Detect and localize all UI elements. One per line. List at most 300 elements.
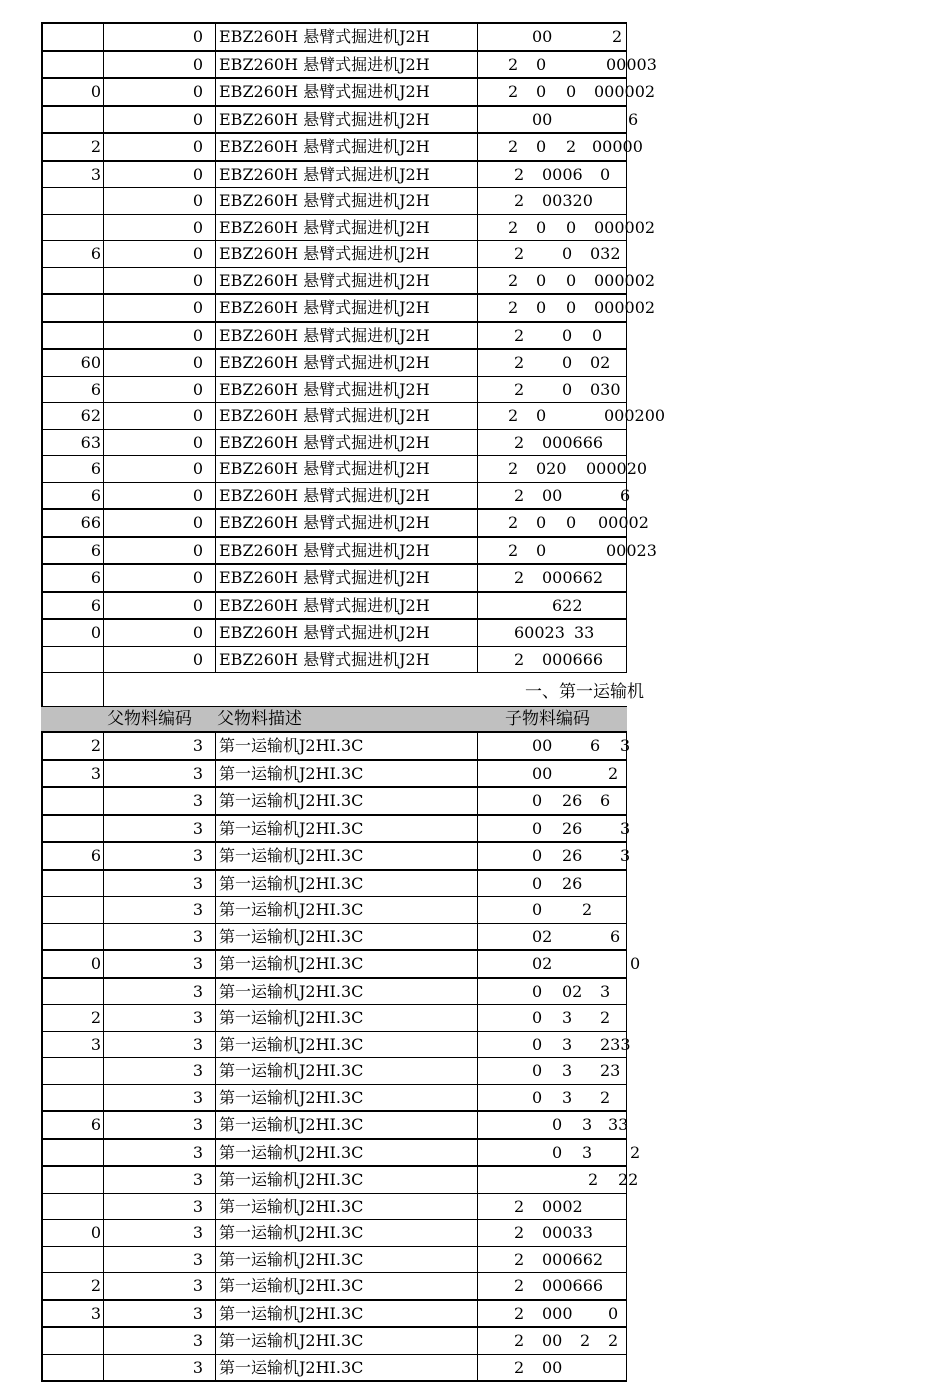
cell-description: 第一运输机J2HⅠ.3C (215, 871, 477, 897)
cell-level: 3 (103, 951, 215, 977)
table-row (41, 591, 627, 619)
code-fragment: 3 (620, 843, 630, 868)
cell-description: 第一运输机J2HⅠ.3C (215, 1301, 477, 1327)
table-row (41, 293, 627, 321)
code-fragment: 2 (588, 1167, 598, 1192)
cell-child-code (477, 403, 627, 429)
code-fragment: 2 (508, 79, 518, 104)
code-fragment: 622 (552, 593, 583, 618)
cell-level: 0 (103, 403, 215, 429)
cell-child-code (477, 897, 627, 923)
cell-seq: 3 (41, 1032, 103, 1058)
cell-child-code (477, 1140, 627, 1166)
cell-seq (41, 1058, 103, 1084)
code-fragment: 0 (566, 268, 576, 293)
code-fragment: 2 (514, 1328, 524, 1353)
cell-level: 3 (103, 1112, 215, 1138)
code-fragment: 0 (536, 268, 546, 293)
code-fragment: 0 (532, 1005, 542, 1030)
code-fragment: 3 (562, 1032, 572, 1057)
cell-level: 3 (103, 1085, 215, 1111)
code-fragment: 0 (552, 1112, 562, 1137)
cell-seq: 6 (41, 483, 103, 509)
cell-seq (41, 215, 103, 241)
code-fragment: 0 (536, 403, 546, 428)
code-fragment: 26 (562, 871, 582, 896)
cell-description: EBZ260H 悬臂式掘进机J2H (215, 430, 477, 456)
cell-description: EBZ260H 悬臂式掘进机J2H (215, 565, 477, 591)
header-child-code: 子物料编码 (505, 707, 590, 731)
cell-seq (41, 871, 103, 897)
cell-child-code (477, 733, 627, 759)
cell-seq (41, 788, 103, 814)
cell-seq: 3 (41, 761, 103, 787)
table-row (41, 160, 627, 188)
code-fragment: 2 (630, 1140, 640, 1165)
cell-description: EBZ260H 悬臂式掘进机J2H (215, 24, 477, 50)
cell-seq: 6 (41, 456, 103, 482)
table-row (41, 187, 627, 214)
cell-seq: 6 (41, 241, 103, 267)
code-fragment: 02 (590, 350, 610, 375)
code-fragment: 0 (532, 897, 542, 922)
table-row (41, 77, 627, 105)
cell-level: 0 (103, 52, 215, 78)
cell-level: 3 (103, 1032, 215, 1058)
code-fragment: 0 (532, 1032, 542, 1057)
cell-seq: 6 (41, 593, 103, 619)
cell-seq (41, 1194, 103, 1220)
cell-seq (41, 295, 103, 321)
cell-child-code (477, 510, 627, 536)
cell-level: 3 (103, 1355, 215, 1381)
cell-description: 第一运输机J2HⅠ.3C (215, 1085, 477, 1111)
code-fragment: 6 (628, 107, 638, 132)
code-fragment: 0 (532, 1058, 542, 1083)
table-row (41, 841, 627, 869)
cell-seq: 2 (41, 733, 103, 759)
cell-level: 3 (103, 897, 215, 923)
table-row (41, 402, 627, 429)
code-fragment: 032 (590, 241, 621, 266)
table-row (41, 1165, 627, 1193)
cell-level: 0 (103, 456, 215, 482)
code-fragment: 0 (566, 295, 576, 320)
code-fragment: 000200 (604, 403, 665, 428)
code-fragment: 2 (580, 1328, 590, 1353)
code-fragment: 0002 (542, 1194, 583, 1219)
cell-description: EBZ260H 悬臂式掘进机J2H (215, 456, 477, 482)
code-fragment: 000666 (542, 647, 603, 672)
cell-seq: 60 (41, 350, 103, 376)
code-fragment: 0 (562, 241, 572, 266)
cell-description: EBZ260H 悬臂式掘进机J2H (215, 323, 477, 349)
code-fragment: 0 (536, 52, 546, 77)
cell-seq (41, 1247, 103, 1273)
cell-description: EBZ260H 悬臂式掘进机J2H (215, 134, 477, 160)
cell-description: EBZ260H 悬臂式掘进机J2H (215, 188, 477, 214)
table-row (41, 949, 627, 977)
cell-seq: 2 (41, 1005, 103, 1031)
code-fragment: 22 (618, 1167, 638, 1192)
cell-description: EBZ260H 悬臂式掘进机J2H (215, 215, 477, 241)
code-fragment: 00 (532, 733, 552, 758)
cell-description: EBZ260H 悬臂式掘进机J2H (215, 241, 477, 267)
table-row (41, 1326, 627, 1354)
code-fragment: 02 (532, 951, 552, 976)
table-row (41, 1138, 627, 1166)
cell-child-code (477, 377, 627, 403)
code-fragment: 2 (514, 1301, 524, 1326)
code-fragment: 00002 (598, 510, 649, 535)
cell-child-code (477, 1355, 627, 1381)
table-row (41, 1246, 627, 1273)
cell-description: EBZ260H 悬臂式掘进机J2H (215, 483, 477, 509)
cell-child-code (477, 323, 627, 349)
cell-seq: 6 (41, 565, 103, 591)
cell-level: 3 (103, 843, 215, 869)
header-parent-code: 父物料编码 (107, 707, 192, 731)
code-fragment: 6 (600, 788, 610, 813)
cell-level: 0 (103, 483, 215, 509)
cell-child-code (477, 268, 627, 294)
cell-seq (41, 924, 103, 950)
cell-level: 0 (103, 188, 215, 214)
cell-seq (41, 1355, 103, 1381)
code-fragment: 2 (514, 1355, 524, 1380)
code-fragment: 2 (514, 647, 524, 672)
code-fragment: 3 (620, 816, 630, 841)
code-fragment: 00 (532, 24, 552, 49)
cell-level: 0 (103, 350, 215, 376)
cell-child-code (477, 647, 627, 673)
code-fragment: 000020 (586, 456, 647, 481)
machine-parts-table (41, 22, 627, 672)
cell-child-code (477, 1005, 627, 1031)
table-row (41, 759, 627, 787)
cell-child-code (477, 593, 627, 619)
code-fragment: 2 (566, 134, 576, 159)
code-fragment: 00033 (542, 1220, 593, 1245)
code-fragment: 00 (532, 761, 552, 786)
cell-description: 第一运输机J2HⅠ.3C (215, 897, 477, 923)
table-row (41, 132, 627, 160)
code-fragment: 0 (532, 979, 542, 1004)
cell-level: 3 (103, 733, 215, 759)
code-fragment: 00003 (606, 52, 657, 77)
code-fragment: 3 (562, 1085, 572, 1110)
table-row (41, 376, 627, 403)
cell-child-code (477, 1058, 627, 1084)
cell-seq: 0 (41, 1220, 103, 1246)
code-fragment: 0 (536, 79, 546, 104)
cell-description: EBZ260H 悬臂式掘进机J2H (215, 268, 477, 294)
cell-seq (41, 1085, 103, 1111)
table-row (41, 50, 627, 78)
code-fragment: 00000 (592, 134, 643, 159)
cell-description: 第一运输机J2HⅠ.3C (215, 1005, 477, 1031)
code-fragment: 26 (562, 843, 582, 868)
cell-description: EBZ260H 悬臂式掘进机J2H (215, 79, 477, 105)
cell-child-code (477, 430, 627, 456)
code-fragment: 0 (608, 1301, 618, 1326)
cell-child-code (477, 1273, 627, 1299)
code-fragment: 2 (508, 403, 518, 428)
code-fragment: 000002 (594, 79, 655, 104)
cell-level: 0 (103, 295, 215, 321)
cell-seq (41, 1167, 103, 1193)
cell-child-code (477, 843, 627, 869)
code-fragment: 2 (600, 1005, 610, 1030)
cell-seq (41, 816, 103, 842)
code-fragment: 3 (562, 1005, 572, 1030)
cell-child-code (477, 1247, 627, 1273)
cell-child-code (477, 134, 627, 160)
code-fragment: 0 (630, 951, 640, 976)
code-fragment: 26 (562, 788, 582, 813)
table-row (41, 646, 627, 673)
code-fragment: 000002 (594, 295, 655, 320)
code-fragment: 60023 (514, 620, 565, 645)
cell-seq (41, 979, 103, 1005)
cell-child-code (477, 52, 627, 78)
code-fragment: 2 (514, 430, 524, 455)
cell-seq: 6 (41, 377, 103, 403)
cell-level: 3 (103, 1273, 215, 1299)
cell-seq: 0 (41, 951, 103, 977)
cell-child-code (477, 1328, 627, 1354)
cell-level: 0 (103, 593, 215, 619)
table-row (41, 563, 627, 591)
table-row (41, 618, 627, 646)
code-fragment: 020 (536, 456, 567, 481)
cell-child-code (477, 162, 627, 188)
code-fragment: 0 (536, 295, 546, 320)
code-fragment: 0006 (542, 162, 583, 187)
cell-description: EBZ260H 悬臂式掘进机J2H (215, 403, 477, 429)
code-fragment: 0 (536, 134, 546, 159)
table-row (41, 1004, 627, 1031)
code-fragment: 33 (608, 1112, 628, 1137)
section-title: 一、第一运输机 (525, 677, 644, 702)
code-fragment: 3 (582, 1140, 592, 1165)
cell-description: EBZ260H 悬臂式掘进机J2H (215, 647, 477, 673)
cell-level: 0 (103, 24, 215, 50)
cell-description: EBZ260H 悬臂式掘进机J2H (215, 538, 477, 564)
code-fragment: 0 (532, 1085, 542, 1110)
cell-child-code (477, 188, 627, 214)
code-fragment: 000002 (594, 215, 655, 240)
cell-child-code (477, 1194, 627, 1220)
cell-child-code (477, 24, 627, 50)
code-fragment: 000002 (594, 268, 655, 293)
code-fragment: 3 (582, 1112, 592, 1137)
code-fragment: 000662 (542, 565, 603, 590)
cell-description: 第一运输机J2HⅠ.3C (215, 1273, 477, 1299)
cell-description: 第一运输机J2HⅠ.3C (215, 1167, 477, 1193)
cell-child-code (477, 1032, 627, 1058)
cell-seq (41, 1328, 103, 1354)
cell-seq: 6 (41, 843, 103, 869)
cell-description: 第一运输机J2HⅠ.3C (215, 816, 477, 842)
cell-description: EBZ260H 悬臂式掘进机J2H (215, 377, 477, 403)
code-fragment: 2 (514, 483, 524, 508)
spreadsheet (41, 22, 627, 1382)
code-fragment: 2 (514, 565, 524, 590)
cell-seq: 3 (41, 162, 103, 188)
code-fragment: 0 (592, 323, 602, 348)
section-row (41, 672, 627, 706)
cell-level: 0 (103, 565, 215, 591)
code-fragment: 000662 (542, 1247, 603, 1272)
code-fragment: 0 (532, 788, 542, 813)
code-fragment: 02 (532, 924, 552, 949)
cell-description: 第一运输机J2HⅠ.3C (215, 1194, 477, 1220)
cell-level: 0 (103, 215, 215, 241)
code-fragment: 2 (514, 1247, 524, 1272)
table-row (41, 482, 627, 509)
cell-seq: 63 (41, 430, 103, 456)
code-fragment: 000666 (542, 430, 603, 455)
cell-child-code (477, 1112, 627, 1138)
cell-description: 第一运输机J2HⅠ.3C (215, 761, 477, 787)
cell-child-code (477, 241, 627, 267)
cell-description: EBZ260H 悬臂式掘进机J2H (215, 593, 477, 619)
table-row (41, 731, 627, 759)
cell-seq: 0 (41, 79, 103, 105)
code-fragment: 030 (590, 377, 621, 402)
table-row (41, 1084, 627, 1111)
cell-level: 3 (103, 816, 215, 842)
cell-level: 0 (103, 323, 215, 349)
code-fragment: 6 (610, 924, 620, 949)
code-fragment: 0 (552, 1140, 562, 1165)
table-row (41, 1031, 627, 1058)
code-fragment: 2 (508, 538, 518, 563)
table-row (41, 455, 627, 482)
code-fragment: 33 (574, 620, 594, 645)
cell-level: 0 (103, 162, 215, 188)
cell-level: 3 (103, 761, 215, 787)
code-fragment: 00 (532, 107, 552, 132)
cell-child-code (477, 565, 627, 591)
cell-child-code (477, 538, 627, 564)
cell-level: 0 (103, 241, 215, 267)
table-row (41, 429, 627, 456)
code-fragment: 2 (508, 134, 518, 159)
cell-seq (41, 24, 103, 50)
code-fragment: 2 (508, 510, 518, 535)
table-header (41, 706, 627, 731)
cell-level: 3 (103, 1328, 215, 1354)
cell-child-code (477, 1220, 627, 1246)
cell-description: 第一运输机J2HⅠ.3C (215, 1328, 477, 1354)
code-fragment: 2 (514, 350, 524, 375)
code-fragment: 00320 (542, 188, 593, 213)
cell-seq (41, 188, 103, 214)
code-fragment: 26 (562, 816, 582, 841)
cell-level: 0 (103, 538, 215, 564)
table-row (41, 1057, 627, 1084)
cell-child-code (477, 79, 627, 105)
cell-level: 3 (103, 1167, 215, 1193)
code-fragment: 00023 (606, 538, 657, 563)
code-fragment: 0 (532, 871, 542, 896)
cell-description: 第一运输机J2HⅠ.3C (215, 1247, 477, 1273)
code-fragment: 2 (612, 24, 622, 49)
cell-child-code (477, 761, 627, 787)
cell-child-code (477, 788, 627, 814)
code-fragment: 3 (600, 979, 610, 1004)
code-fragment: 00 (542, 1355, 562, 1380)
cell-level: 0 (103, 134, 215, 160)
code-fragment: 000 (542, 1301, 573, 1326)
table-row (41, 214, 627, 241)
cell-child-code (477, 1085, 627, 1111)
code-fragment: 0 (562, 323, 572, 348)
code-fragment: 233 (600, 1032, 631, 1057)
table-row (41, 896, 627, 923)
cell-child-code (477, 295, 627, 321)
cell-description: 第一运输机J2HⅠ.3C (215, 788, 477, 814)
code-fragment: 2 (514, 1194, 524, 1219)
cell-child-code (477, 483, 627, 509)
cell-description: 第一运输机J2HⅠ.3C (215, 1032, 477, 1058)
cell-description: 第一运输机J2HⅠ.3C (215, 924, 477, 950)
cell-child-code (477, 456, 627, 482)
cell-seq (41, 323, 103, 349)
cell-level: 0 (103, 620, 215, 646)
code-fragment: 2 (508, 52, 518, 77)
code-fragment: 0 (536, 510, 546, 535)
code-fragment: 3 (620, 733, 630, 758)
cell-seq (41, 897, 103, 923)
cell-description: EBZ260H 悬臂式掘进机J2H (215, 107, 477, 133)
code-fragment: 02 (562, 979, 582, 1004)
table-row (41, 1219, 627, 1246)
cell-seq (41, 268, 103, 294)
cell-level: 3 (103, 788, 215, 814)
cell-child-code (477, 871, 627, 897)
cell-level: 3 (103, 871, 215, 897)
code-fragment: 3 (562, 1058, 572, 1083)
cell-level: 0 (103, 79, 215, 105)
code-fragment: 2 (514, 377, 524, 402)
table-row (41, 1299, 627, 1327)
code-fragment: 2 (514, 323, 524, 348)
code-fragment: 0 (532, 816, 542, 841)
cell-description: EBZ260H 悬臂式掘进机J2H (215, 295, 477, 321)
code-fragment: 2 (514, 162, 524, 187)
code-fragment: 2 (514, 241, 524, 266)
code-fragment: 2 (608, 1328, 618, 1353)
code-fragment: 0 (566, 79, 576, 104)
cell-description: 第一运输机J2HⅠ.3C (215, 1058, 477, 1084)
cell-seq: 6 (41, 538, 103, 564)
cell-description: 第一运输机J2HⅠ.3C (215, 1140, 477, 1166)
cell-description: 第一运输机J2HⅠ.3C (215, 1220, 477, 1246)
cell-seq (41, 647, 103, 673)
code-fragment: 00 (542, 483, 562, 508)
code-fragment: 23 (600, 1058, 620, 1083)
cell-level: 0 (103, 647, 215, 673)
table-row (41, 1272, 627, 1299)
code-fragment: 000666 (542, 1273, 603, 1298)
table-row (41, 348, 627, 376)
table-row (41, 977, 627, 1005)
code-fragment: 2 (508, 215, 518, 240)
cell-description: EBZ260H 悬臂式掘进机J2H (215, 162, 477, 188)
